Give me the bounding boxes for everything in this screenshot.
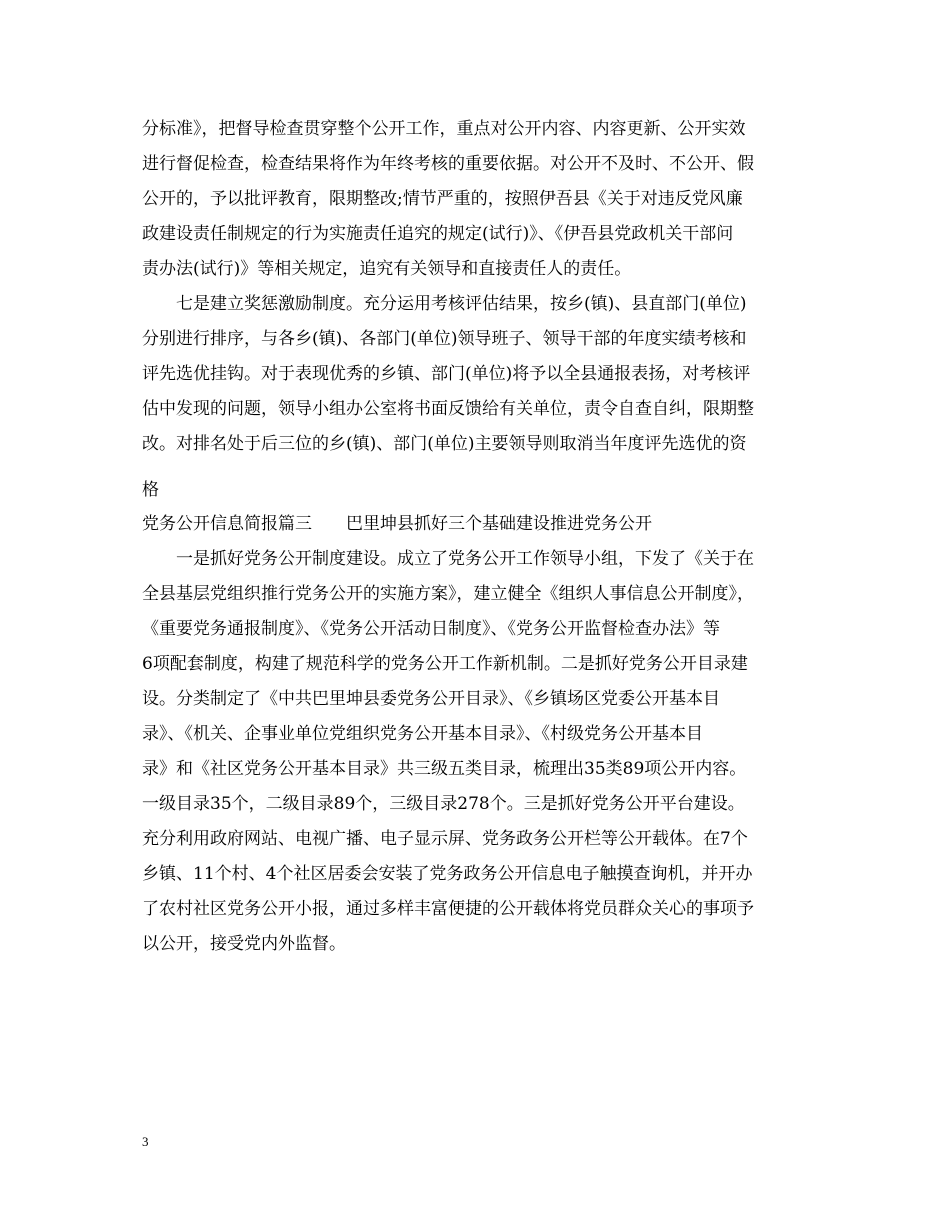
body-text-line: 以公开，接受党内外监督。 [142,934,346,954]
body-text-line: 了农村社区党务公开小报，通过多样丰富便捷的公开载体将党员群众关心的事项予 [142,899,754,919]
body-text-line: 格 [142,480,159,500]
body-text-line: 分标准》，把督导检查贯穿整个公开工作，重点对公开内容、内容更新、公开实效 [142,119,746,139]
body-text-line: 录》、《机关、企事业单位党组织党务公开基本目录》、《村级党务公开基本目 [142,724,703,744]
page-number: 3 [142,1134,149,1149]
body-text-line: 改。对排名处于后三位的乡(镇)、部门(单位)主要领导则取消当年度评先选优的资 [142,434,747,454]
section-heading: 党务公开信息简报篇三 巴里坤县抓好三个基础建设推进党务公开 [142,514,652,534]
body-text-line: 估中发现的问题，领导小组办公室将书面反馈给有关单位，责令自查自纠，限期整 [142,399,754,419]
body-text-line: 充分利用政府网站、电视广播、电子显示屏、党务政务公开栏等公开载体。在7个 [142,829,748,849]
body-text-line: 七是建立奖惩激励制度。充分运用考核评估结果，按乡(镇)、县直部门(单位) [142,294,747,314]
body-text-line: 公开的，予以批评教育，限期整改;情节严重的，按照伊吾县《关于对违反党风廉 [142,189,743,209]
body-text-line: 评先选优挂钩。对于表现优秀的乡镇、部门(单位)将予以全县通报表扬，对考核评 [142,364,751,384]
body-text-line: 责办法(试行)》等相关规定，追究有关领导和直接责任人的责任。 [142,259,632,279]
body-text-line: 6项配套制度，构建了规范科学的党务公开工作新机制。二是抓好党务公开目录建 [142,654,748,674]
body-text-line: 《重要党务通报制度》、《党务公开活动日制度》、《党务公开监督检查办法》等 [142,619,720,639]
body-text-line: 录》和《社区党务公开基本目录》共三级五类目录，梳理出35类89项公开内容。 [142,759,747,779]
body-text-line: 全县基层党组织推行党务公开的实施方案》，建立健全《组织人事信息公开制度》， [142,584,754,604]
body-text-line: 一是抓好党务公开制度建设。成立了党务公开工作领导小组，下发了《关于在 [142,549,754,569]
body-text-line: 政建设责任制规定的行为实施责任追究的规定(试行)》、《伊吾县党政机关干部问 [142,224,734,244]
body-text-line: 乡镇、11个村、4个社区居委会安装了党务政务公开信息电子触摸查询机，并开办 [142,864,753,884]
body-text-line: 一级目录35个，二级目录89个，三级目录278个。三是抓好党务公开平台建设。 [142,794,745,814]
body-text-line: 分别进行排序，与各乡(镇)、各部门(单位)领导班子、领导干部的年度实绩考核和 [142,329,747,349]
body-text-line: 进行督促检查，检查结果将作为年终考核的重要依据。对公开不及时、不公开、假 [142,154,754,174]
body-text-line: 设。分类制定了《中共巴里坤县委党务公开目录》、《乡镇场区党委公开基本目 [142,689,720,709]
